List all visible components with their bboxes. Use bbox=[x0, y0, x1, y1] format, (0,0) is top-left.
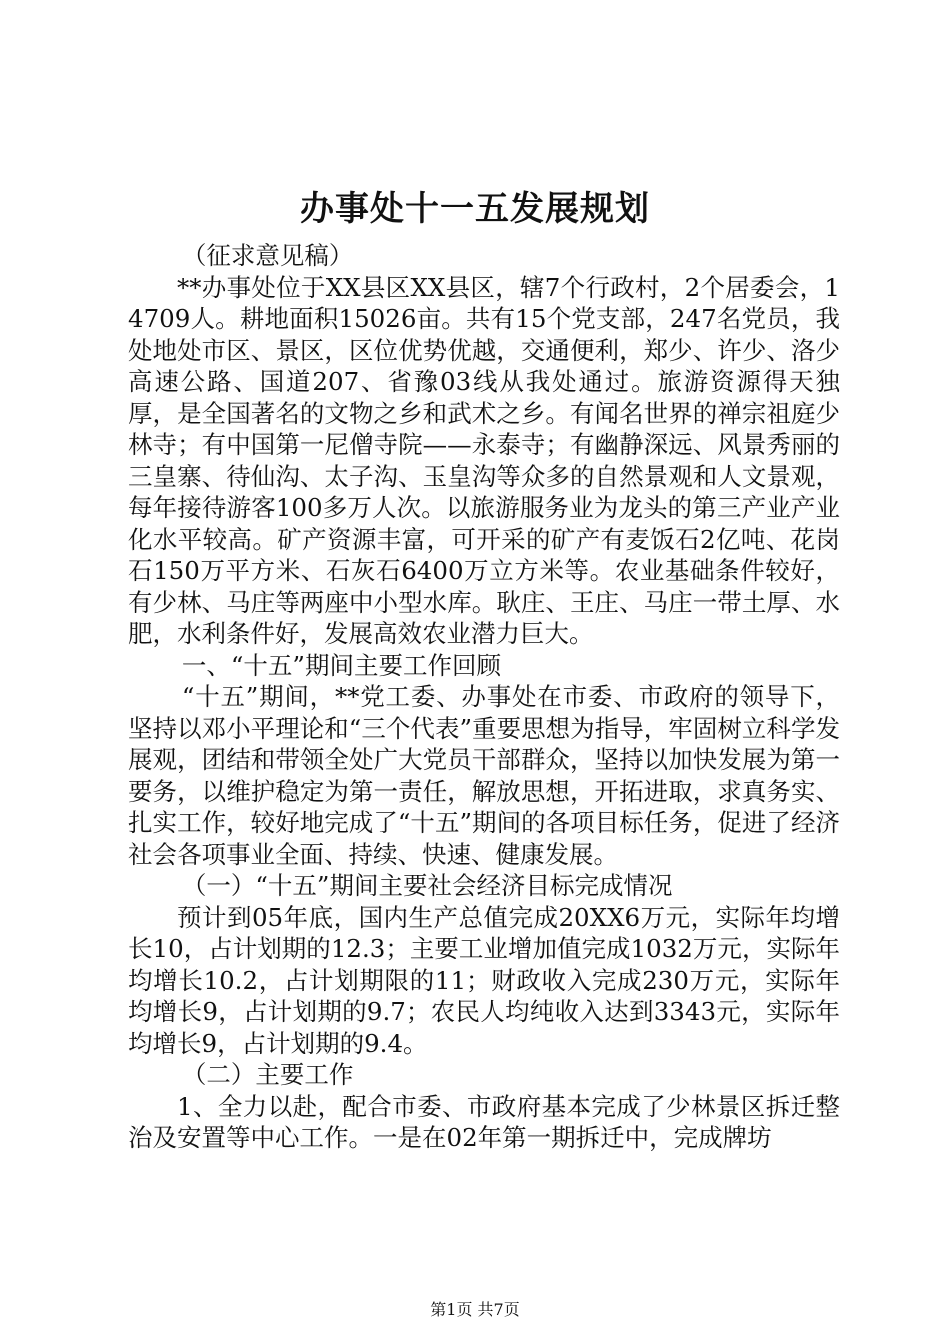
section-heading-review: 一、“十五”期间主要工作回顾 bbox=[181, 650, 501, 680]
subsection-heading-main-work: （二）主要工作 bbox=[181, 1060, 354, 1089]
document-body bbox=[128, 240, 840, 1154]
paragraph-review: “十五”期间，**党工委、办事处在市委、市政府的领导下，坚持以邓小平理论和“三个代表”重要思想为指导，牢固树立科学发展观，团结和带领全处广大党员干部群众，坚持以加快发展为第一要务，以维护稳定为第一责任，解放思想，开拓进取，求真务实、扎实工作，较好地完成了“十五”期间的各项目标任务，促进了经济社会各项事业全面、持续、快速、健康发展。 bbox=[128, 682, 840, 869]
document-title: 办事处十一五发展规划 bbox=[300, 189, 650, 229]
paragraph-main-work: 1、全力以赴，配合市委、市政府基本完成了少林景区拆迁整治及安置等中心工作。一是在02年第一期拆迁中，完成牌坊 bbox=[128, 1091, 840, 1152]
paragraph-subtitle: （征求意见稿） bbox=[181, 241, 354, 270]
subsection-heading-targets: （一）“十五”期间主要社会经济目标完成情况 bbox=[181, 871, 673, 900]
paragraph-targets: 预计到05年底，国内生产总值完成20XX6万元，实际年均增长10，占计划期的12.3；主要工业增加值完成1032万元，实际年均增长10.2，占计划期限的11；财政收入完成230万元，实际年均增长9，占计划期的9.7；农民人均纯收入达到3343元，实际年均增长9，占计划期的9.4。 bbox=[128, 902, 840, 1058]
page-footer: 第1页 共7页 bbox=[430, 1300, 520, 1319]
paragraph-intro: **办事处位于XX县区XX县区，辖7个行政村，2个居委会，14709人。耕地面积15026亩。共有15个党支部，247名党员，我处地处市区、景区，区位优势优越，交通便利，郑少、许少、洛少高速公路、国道207、省豫03线从我处通过。旅游资源得天独厚，是全国著名的文物之乡和武术之乡。有闻名世界的禅宗祖庭少林寺；有中国第一尼僧寺院——永泰寺；有幽静深远、风景秀丽的三皇寨、待仙沟、太子沟、玉皇沟等众多的自然景观和人文景观，每年接待游客100多万人次。以旅游服务业为龙头的第三产业产业化水平较高。矿产资源丰富，可开采的矿产有麦饭石2亿吨、花岗石150万平方米、石灰石6400万立方米等。农业基础条件较好，有少林、马庄等两座中小型水库。耿庄、王庄、马庄一带土厚、水肥，水利条件好，发展高效农业潜力巨大。 bbox=[128, 272, 840, 648]
